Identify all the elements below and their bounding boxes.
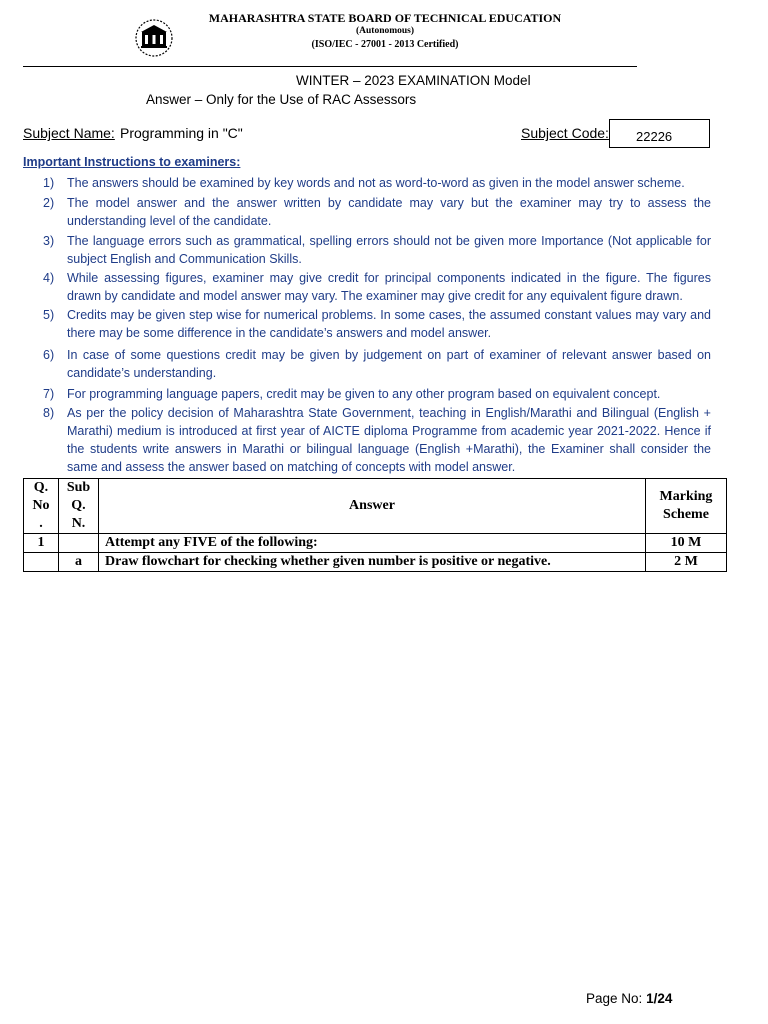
instruction-number: 5) xyxy=(43,308,55,322)
instruction-number: 6) xyxy=(43,348,55,362)
instruction-text: The answers should be examined by key words and not as word-to-word as given in the model answer scheme. xyxy=(67,176,685,190)
marks-cell: 2 M xyxy=(646,553,727,572)
qno-header-line: Q. xyxy=(33,480,49,495)
exam-title-line1: WINTER – 2023 EXAMINATION Model xyxy=(296,73,531,88)
answer-cell: Attempt any FIVE of the following: xyxy=(99,534,646,553)
qno-header-line: No xyxy=(32,498,50,513)
subject-code-label: Subject Code: xyxy=(521,125,609,141)
board-name: MAHARASHTRA STATE BOARD OF TECHNICAL EDUCATION xyxy=(208,11,562,25)
msbte-logo xyxy=(133,18,175,58)
exam-title-line2: Answer – Only for the Use of RAC Assessors xyxy=(146,92,417,107)
instruction-number: 7) xyxy=(43,387,55,401)
subject-name: Programming in "C" xyxy=(120,125,243,141)
instruction-number: 1) xyxy=(43,176,55,190)
instruction-number: 4) xyxy=(43,271,55,285)
instructions-heading: Important Instructions to examiners: xyxy=(23,155,241,169)
autonomous-label: (Autonomous) xyxy=(355,26,415,36)
instruction-text: For programming language papers, credit may be given to any other program based on equivalent concept. xyxy=(67,387,661,401)
page-value: 1/24 xyxy=(646,991,673,1006)
certification-label: (ISO/IEC - 27001 - 2013 Certified) xyxy=(311,39,459,50)
page-label: Page No: xyxy=(586,991,643,1006)
qno-header xyxy=(24,479,59,534)
table-header-row xyxy=(24,479,727,534)
subject-code-box: 22226 xyxy=(609,119,710,148)
qno-cell: 1 xyxy=(24,534,59,553)
qno-header-line: . xyxy=(39,516,43,531)
answer-header: Answer xyxy=(99,479,646,534)
marks-cell: 10 M xyxy=(646,534,727,553)
subject-name-label: Subject Name: xyxy=(23,125,115,141)
subq-cell: a xyxy=(59,553,99,572)
subq-header-line: Sub xyxy=(66,480,91,495)
instruction-text: As per the policy decision of Maharashtra State Government, teaching in English/Marathi and Bilingual (English + Marathi) medium is introduced at first year of AICTE diploma Programme from academic year 2021-2022. Hence if the students write answers in Marathi or bilingual language (English +Marathi), the Examiner shall consider the same and assess the answer based on matching of concepts with model answer. xyxy=(67,406,711,474)
answer-table xyxy=(23,478,727,572)
table-row xyxy=(24,534,727,553)
instruction-number: 8) xyxy=(43,406,55,420)
instruction-number: 2) xyxy=(43,196,55,210)
marking-header-line: Marking xyxy=(659,489,713,504)
subq-cell xyxy=(59,534,99,553)
instruction-text: In case of some questions credit may be given by judgement on part of examiner of relevant answer based on candidate’s understanding. xyxy=(67,348,711,380)
header-divider xyxy=(23,66,637,67)
subq-header-line: N. xyxy=(71,516,86,531)
page-number xyxy=(586,991,672,1006)
subq-header-line: Q. xyxy=(71,498,86,513)
instruction-text: The language errors such as grammatical, spelling errors should not be given more Importance (Not applicable for subject English and Communication Skills. xyxy=(67,234,711,266)
instruction-text: Credits may be given step wise for numerical problems. In some cases, the assumed constant values may vary and there may be some difference in the candidate’s answers and model answer. xyxy=(67,308,711,340)
instruction-text: While assessing figures, examiner may give credit for principal components indicated in the figure. The figures drawn by candidate and model answer may vary. The examiner may give credit for any equivalent figure drawn. xyxy=(67,271,711,303)
instruction-text: The model answer and the answer written by candidate may vary but the examiner may try to assess the understanding level of the candidate. xyxy=(67,196,711,228)
marking-header-line: Scheme xyxy=(663,507,709,522)
table-row xyxy=(24,553,727,572)
subq-header xyxy=(59,479,99,534)
qno-cell xyxy=(24,553,59,572)
instruction-number: 3) xyxy=(43,234,55,248)
answer-cell: Draw flowchart for checking whether given number is positive or negative. xyxy=(99,553,646,572)
marking-header xyxy=(646,479,727,534)
